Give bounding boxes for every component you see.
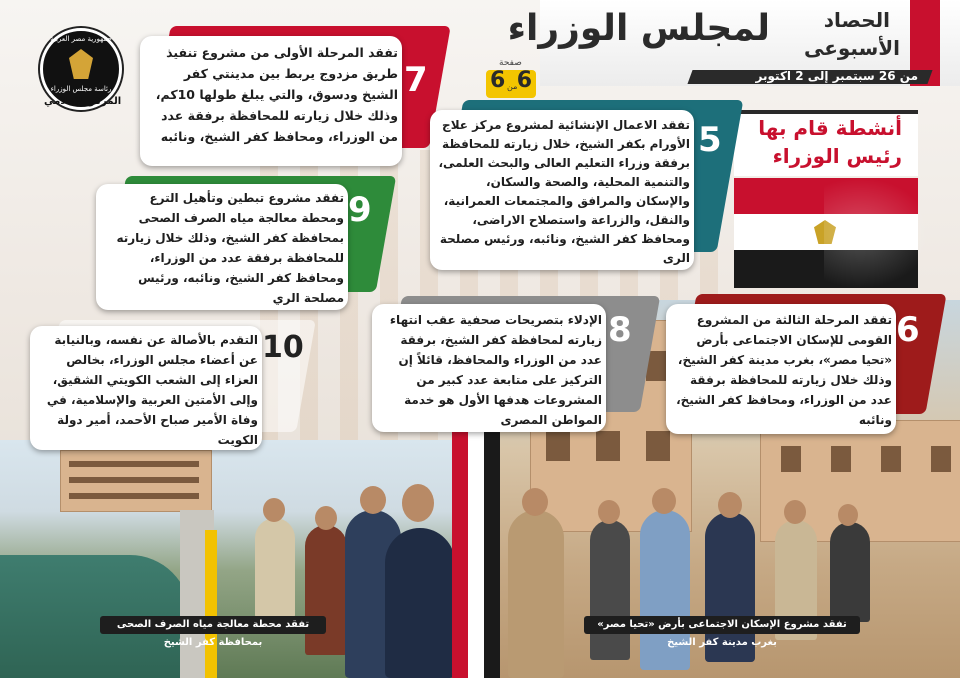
photo-yellow-railing [205, 530, 217, 678]
photo-building [60, 450, 212, 512]
activities-title-box [734, 110, 918, 176]
egypt-flag-ribbon [452, 430, 502, 678]
photo-person-head [263, 498, 285, 522]
flag-black-stripe [484, 430, 500, 678]
date-range: من 26 سبتمبر إلى 2 اكتوبر [755, 69, 918, 83]
activity-number: 8 [608, 310, 632, 350]
activities-title-bar [734, 110, 918, 114]
activity-card-10 [30, 320, 306, 450]
photo-window [781, 446, 801, 472]
photo-window-row [69, 493, 199, 499]
photo-person-head [315, 506, 337, 530]
activities-title-line1: أنشطة قام بها [758, 116, 902, 140]
photo-person-head [718, 492, 742, 518]
photo-person-head [598, 500, 620, 524]
photo-person [385, 528, 455, 678]
page-of: من [507, 82, 518, 91]
activity-text: تفقد المرحلة الثالثة من المشروع القومى للإسكان الاجتماعى بأرض «تحيا مصر»، بغرب مدينة كفر الشيخ، وذلك خلال زيارته للمحافظة برفقة عدد من الوزراء، ومحافظ كفر الشيخ، ونائبه [676, 313, 892, 427]
activity-text: التقدم بالأصالة عن نفسه، وبالنيابة عن أعضاء مجلس الوزراء، بخالص العزاء إلى الشعب الكويتي الشقيق، وإلى الأمتين العربية والإسلامية، في وفاة الأمير صباح الأحمد، أمير دولة الكويت [46, 333, 258, 447]
photo-window-row [69, 477, 199, 483]
photo-person [590, 520, 630, 660]
logo-top-text: جمهورية مصر العربية [50, 35, 112, 43]
activity-text: تفقد الاعمال الإنشائية لمشروع مركز علاج الأورام بكفر الشيخ، خلال زيارته للمحافظة برفقة وزراء التعليم العالى والبحث العلمى، والتنمية المحلية، والصحة والسكان، والإسكان والمرافق والمجتمعات العمرانية، والنقل، والزراعة واستصلاح الاراضى، ومحافظ كفر الشيخ، ونائبه، ورئيس مصلحة الرى [438, 118, 690, 265]
activity-number: 7 [404, 60, 428, 100]
photo-window [646, 431, 670, 461]
page-current: 6 [490, 68, 506, 93]
photo-person-head [652, 488, 676, 514]
logo-bottom-text: رئاسة مجلس الوزراء [50, 85, 112, 93]
page-title: لمجلس الوزراء [507, 8, 770, 49]
flag-white-stripe [468, 430, 484, 678]
photo-person [255, 518, 295, 618]
photo-person [305, 525, 347, 655]
activity-card-7 [140, 26, 440, 166]
page-total: 6 [516, 68, 532, 93]
photo-person-head [522, 488, 548, 516]
media-center-label: المركز الإعلامي [44, 96, 122, 107]
activity-number: 10 [262, 330, 304, 365]
activity-card-9 [96, 176, 386, 310]
photo-person-head [402, 484, 434, 522]
photo-person-head [360, 486, 386, 514]
photo-window [881, 446, 901, 472]
activity-card-6 [666, 294, 936, 434]
photo-window [596, 431, 620, 461]
photo-caption-right: تفقد مشروع الإسكان الاجتماعى بأرض «تحيا مصر» بغرب مدينة كفر الشيخ [584, 616, 860, 634]
header-weekly-label: الأسبوعى [803, 36, 900, 60]
flag-red-stripe [452, 430, 468, 678]
photo-person [508, 510, 564, 678]
activity-text: تفقد المرحلة الأولى من مشروع تنفيذ طريق مزدوج يربط بين مدينتي كفر الشيخ ودسوق، والتي يبلغ طولها 10كم، وذلك خلال زيارته للمحافظة برفقة عدد من الوزراء، ومحافظ كفر الشيخ، ونائبه [155, 45, 398, 144]
photo-window [931, 446, 951, 472]
photo-window-row [69, 461, 199, 467]
page-label: صفحة [499, 58, 522, 68]
activity-number: 9 [348, 190, 372, 230]
page-indicator [486, 58, 536, 98]
flag-wave-highlight [824, 168, 944, 298]
photo-person [830, 522, 870, 622]
eagle-icon [69, 49, 93, 79]
photo-window [831, 446, 851, 472]
activity-card-5 [430, 100, 730, 272]
activity-card-8 [372, 296, 652, 432]
photo-window [546, 431, 570, 461]
activity-number: 5 [698, 120, 722, 160]
photo-person-head [784, 500, 806, 524]
egypt-flag [734, 178, 918, 288]
activity-text: تفقد مشروع تبطين وتأهيل الترع ومحطة معالجة مياه الصرف الصحى بمحافظة كفر الشيخ، وذلك خلال زيارته للمحافظة برفقة عدد من الوزراء، ومحافظ كفر الشيخ، ونائبه، ورئيس مصلحة الري [116, 191, 344, 305]
photo-caption-left: تفقد محطة معالجة مياه الصرف الصحى بمحافظة كفر الشيخ [100, 616, 326, 634]
header-harvest-label: الحصاد [823, 8, 890, 32]
activities-title-line2: رئيس الوزراء [772, 144, 902, 168]
photo-person-head [838, 504, 858, 526]
activity-text: الإدلاء بتصريحات صحفية عقب انتهاء زيارته لمحافظة كفر الشيخ، برفقة عدد من الوزراء والمحافظ، قائلاً إن التركيز على متابعة عدد كبير من المشروعات هدفها الأول هو خدمة المواطن المصرى [389, 313, 602, 427]
activity-number: 6 [896, 310, 920, 350]
